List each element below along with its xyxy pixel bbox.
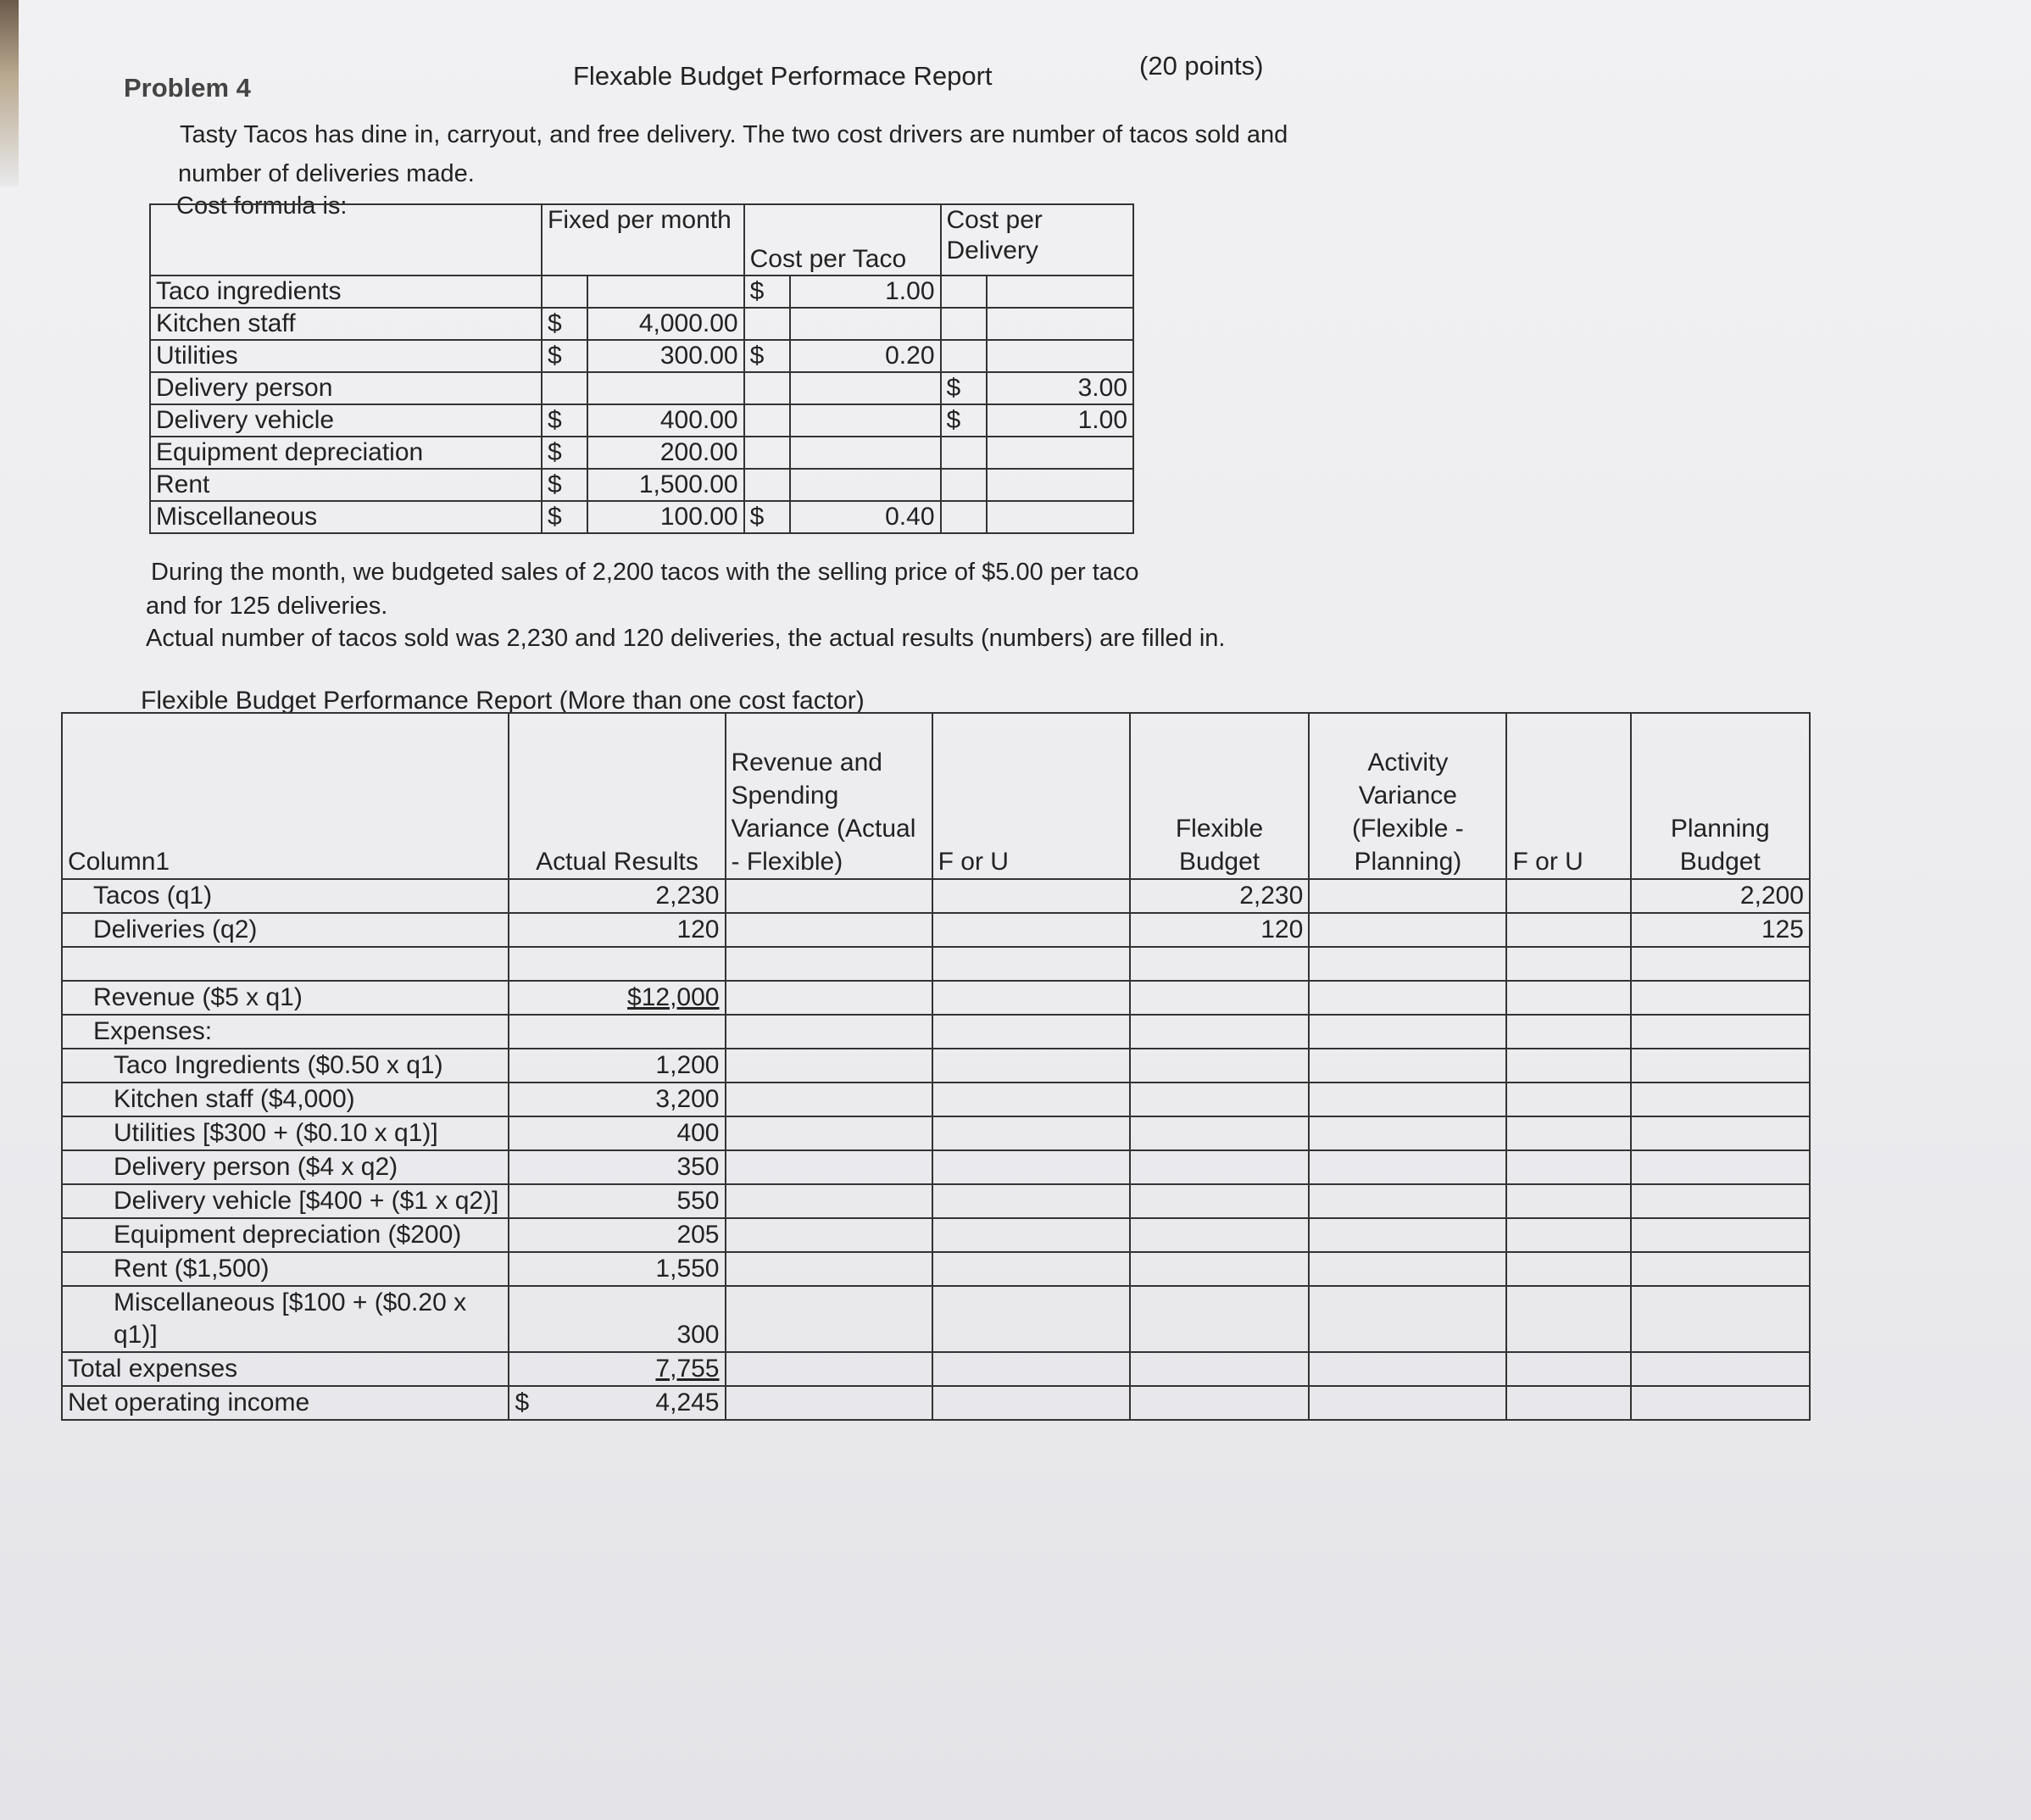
currency-sign: $ [515, 1389, 530, 1416]
row-label: Total expenses [62, 1352, 509, 1386]
row-label: Rent ($1,500) [62, 1252, 509, 1286]
actual-value: 7,755 [509, 1352, 725, 1386]
row-label: Delivery vehicle [$400 + ($1 x q2)] [62, 1184, 509, 1218]
delivery-value [987, 437, 1133, 469]
cost-row [150, 340, 1133, 372]
taco-value [790, 372, 941, 404]
kitchen-staff-row [62, 1083, 1810, 1116]
taco-value [790, 404, 941, 437]
cost-row-label: Equipment depreciation [150, 437, 542, 469]
flexible-value: 120 [1130, 913, 1309, 947]
row-label: Revenue ($5 x q1) [62, 981, 509, 1015]
cost-table-corner [150, 204, 542, 276]
col1-header: Column1 [62, 713, 509, 879]
fixed-value [587, 372, 744, 404]
tacos-row [62, 879, 1810, 913]
delivery-currency [941, 276, 987, 308]
cost-row-label: Kitchen staff [150, 308, 542, 340]
row-label: Taco Ingredients ($0.50 x q1) [62, 1049, 509, 1083]
delivery-currency: $ [941, 372, 987, 404]
activity-variance-header: Activity Variance (Flexible - Planning) [1309, 713, 1506, 879]
budget-line-3: Actual number of tacos sold was 2,230 and 120 deliveries, the actual results (numbers) are filled in. [146, 625, 1226, 652]
intro-line-1: Tasty Tacos has dine in, carryout, and free delivery. The two cost drivers are number of tacos sold and [180, 121, 1288, 148]
equipment-depreciation-row [62, 1218, 1810, 1252]
fixed-currency: $ [542, 308, 587, 340]
taco-value [790, 469, 941, 501]
report-title: Flexable Budget Performace Report [573, 61, 993, 91]
delivery-currency [941, 340, 987, 372]
fixed-currency: $ [542, 437, 587, 469]
row-label: Expenses: [62, 1015, 509, 1049]
taco-currency [744, 404, 790, 437]
miscellaneous-row [62, 1286, 1810, 1352]
row-label: Deliveries (q2) [62, 913, 509, 947]
row-label: Utilities [$300 + ($0.10 x q1)] [62, 1116, 509, 1150]
intro-line-2: number of deliveries made. [178, 160, 475, 187]
taco-value [790, 437, 941, 469]
expenses-row [62, 1015, 1810, 1049]
actual-value: 400 [509, 1116, 725, 1150]
cost-row [150, 469, 1133, 501]
f-or-u-header-2: F or U [1506, 713, 1630, 879]
delivery-currency [941, 501, 987, 533]
actual-value: 1,200 [509, 1049, 725, 1083]
actual-value [509, 1386, 725, 1420]
row-label: Kitchen staff ($4,000) [62, 1083, 509, 1116]
fixed-currency: $ [542, 501, 587, 533]
taco-value: 1.00 [790, 276, 941, 308]
actual-value: 205 [509, 1218, 725, 1252]
row-label: Delivery person ($4 x q2) [62, 1150, 509, 1184]
taco-ingredients-row [62, 1049, 1810, 1083]
cost-row-label: Miscellaneous [150, 501, 542, 533]
row-label: Equipment depreciation ($200) [62, 1218, 509, 1252]
cost-row [150, 276, 1133, 308]
cost-row [150, 404, 1133, 437]
delivery-person-row [62, 1150, 1810, 1184]
delivery-value [987, 501, 1133, 533]
delivery-currency [941, 469, 987, 501]
noi-value: 4,245 [655, 1389, 720, 1416]
report-caption: Flexible Budget Performance Report (More than one cost factor) [141, 687, 865, 715]
row-label: Tacos (q1) [62, 879, 509, 913]
actual-value: 3,200 [509, 1083, 725, 1116]
taco-currency [744, 469, 790, 501]
problem-label: Problem 4 [124, 73, 251, 103]
actual-value: 120 [509, 913, 725, 947]
cost-row [150, 501, 1133, 533]
cost-row-label: Taco ingredients [150, 276, 542, 308]
utilities-row [62, 1116, 1810, 1150]
fixed-currency [542, 276, 587, 308]
actual-value: 1,550 [509, 1252, 725, 1286]
fixed-value: 400.00 [587, 404, 744, 437]
points-label: (20 points) [1139, 51, 1264, 81]
planning-value: 2,200 [1631, 879, 1810, 913]
delivery-value [987, 308, 1133, 340]
fixed-value: 200.00 [587, 437, 744, 469]
delivery-value [987, 276, 1133, 308]
rent-row [62, 1252, 1810, 1286]
cost-per-taco-header: Cost per Taco [744, 204, 941, 276]
delivery-currency: $ [941, 404, 987, 437]
cost-row-label: Utilities [150, 340, 542, 372]
fixed-currency [542, 372, 587, 404]
fixed-per-month-header: Fixed per month [542, 204, 744, 276]
delivery-value [987, 469, 1133, 501]
row-label: Net operating income [62, 1386, 509, 1420]
cost-row [150, 372, 1133, 404]
revenue-row [62, 981, 1810, 1015]
taco-currency: $ [744, 340, 790, 372]
taco-value: 0.20 [790, 340, 941, 372]
flexible-value: 2,230 [1130, 879, 1309, 913]
fixed-currency: $ [542, 404, 587, 437]
row-label: Miscellaneous [$100 + ($0.20 x q1)] [62, 1286, 509, 1352]
cost-row [150, 437, 1133, 469]
taco-currency [744, 372, 790, 404]
actual-value: 550 [509, 1184, 725, 1218]
cost-row-label: Rent [150, 469, 542, 501]
taco-currency: $ [744, 276, 790, 308]
blank-row [62, 947, 1810, 981]
cost-row [150, 308, 1133, 340]
fixed-value: 4,000.00 [587, 308, 744, 340]
budget-line-1: During the month, we budgeted sales of 2,200 tacos with the selling price of $5.00 per taco [151, 559, 1139, 586]
delivery-currency [941, 308, 987, 340]
fixed-currency: $ [542, 340, 587, 372]
fixed-value: 100.00 [587, 501, 744, 533]
actual-value: 350 [509, 1150, 725, 1184]
delivery-value [987, 340, 1133, 372]
fixed-value: 300.00 [587, 340, 744, 372]
cost-row-label: Delivery vehicle [150, 404, 542, 437]
total-expenses-row [62, 1352, 1810, 1386]
delivery-currency [941, 437, 987, 469]
taco-value: 0.40 [790, 501, 941, 533]
delivery-value: 3.00 [987, 372, 1133, 404]
page-edge-decoration [0, 0, 19, 186]
taco-currency: $ [744, 501, 790, 533]
actual-value: $12,000 [509, 981, 725, 1015]
net-operating-income-row [62, 1386, 1810, 1420]
deliveries-row [62, 913, 1810, 947]
taco-value [790, 308, 941, 340]
f-or-u-header-1: F or U [932, 713, 1130, 879]
spending-variance-header: Revenue and Spending Variance (Actual - Flexible) [726, 713, 932, 879]
cost-row-label: Delivery person [150, 372, 542, 404]
planning-value: 125 [1631, 913, 1810, 947]
taco-currency [744, 437, 790, 469]
delivery-value: 1.00 [987, 404, 1133, 437]
taco-currency [744, 308, 790, 340]
actual-value: 300 [509, 1286, 725, 1352]
actual-results-header: Actual Results [509, 713, 725, 879]
flexible-budget-header: Flexible Budget [1130, 713, 1309, 879]
fixed-value: 1,500.00 [587, 469, 744, 501]
cost-per-delivery-header: Cost per Delivery [941, 204, 1133, 276]
actual-value: 2,230 [509, 879, 725, 913]
flexible-budget-report-table [61, 712, 1811, 1421]
delivery-vehicle-row [62, 1184, 1810, 1218]
planning-budget-header: Planning Budget [1631, 713, 1810, 879]
cost-formula-table [149, 203, 1134, 534]
cost-formula-label: Cost formula is: [176, 192, 348, 220]
fixed-value [587, 276, 744, 308]
fixed-currency: $ [542, 469, 587, 501]
budget-line-2: and for 125 deliveries. [146, 593, 388, 620]
